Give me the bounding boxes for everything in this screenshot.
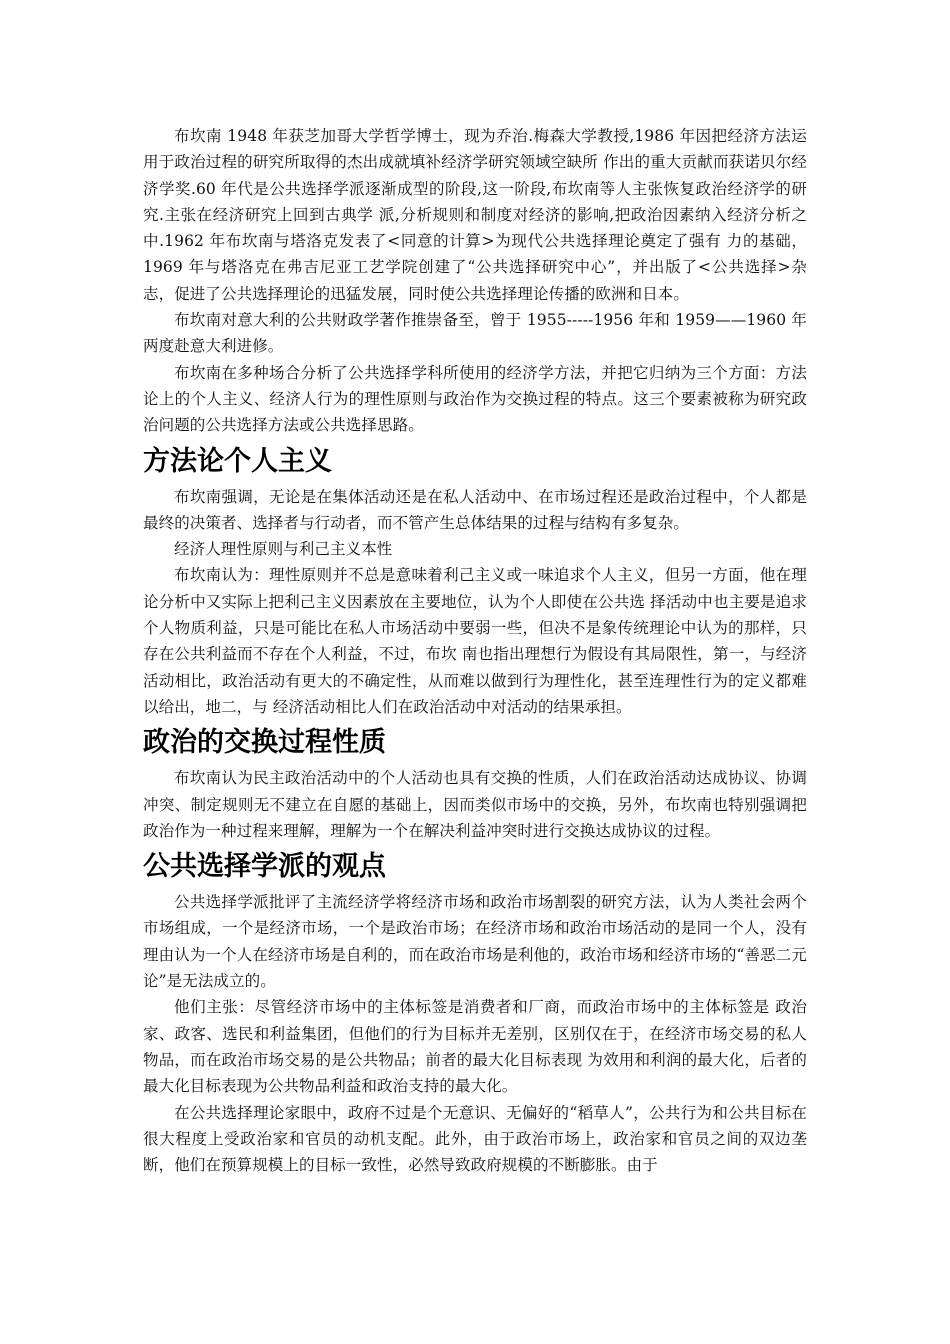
section3-paragraph-2: 他们主张：尽管经济市场中的主体标签是消费者和厂商，而政治市场中的主体标签是 政治家、政客、选民和利益集团，但他们的行为目标并无差别，区别仅在于，在经济市场交易的私人物品，而在政治市场交易的是公共物品；前者的最大化目标表现 为效用和利润的最大化，后者的最大化目标表现为公共物品利益和政治支持的最大化。 <box>143 998 807 1096</box>
section3-paragraph-3: 在公共选择理论家眼中，政府不过是个无意识、无偏好的“稻草人”，公共行为和公共目标在很大程度上受政治家和官员的动机支配。此外，由于政治市场上，政治家和官员之间的双边垄断，他们在预算规模上的目标一致性，必然导致政府规模的不断膨胀。由于 <box>143 1103 807 1175</box>
section-heading-political-exchange: 政治的交换过程性质 <box>143 727 386 759</box>
intro-paragraph-3: 布坎南在多种场合分析了公共选择学科所使用的经济学方法，并把它归纳为三个方面：方法论上的个人主义、经济人行为的理性原则与政治作为交换过程的特点。这三个要素被称为研究政治问题的公共选择方法或公共选择思路。 <box>143 363 807 435</box>
section2-paragraph-1: 布坎南认为民主政治活动中的个人活动也具有交换的性质，人们在政治活动达成协议、协调冲突、制定规则无不建立在自愿的基础上，因而类似市场中的交换，另外，布坎南也特别强调把政治作为一种过程来理解，理解为一个在解决利益冲突时进行交换达成协议的过程。 <box>143 769 807 840</box>
section1-paragraph-1: 布坎南强调，无论是在集体活动还是在私人活动中、在市场过程还是政治过程中，个人都是最终的决策者、选择者与行动者，而不管产生总体结果的过程与结构有多复杂。 <box>143 487 807 532</box>
intro-paragraph-1: 布坎南 1948 年获芝加哥大学哲学博士，现为乔治.梅森大学教授,1986 年因把经济方法运用于政治过程的研究所取得的杰出成就填补经济学研究领域空缺所 作出的重大贡献而获诺贝尔经济学奖.60 年代是公共选择学派逐渐成型的阶段,这一阶段,布坎南等人主张恢复政治经济学的研究.主张在经济研究上回到古典学 派,分析规则和制度对经济的影响,把政治因素纳入经济分析之中.1962 年布坎南与塔洛克发表了<同意的计算>为现代公共选择理论奠定了强有 力的基础，1969 年与塔洛克在弗吉尼亚工艺学院创建了“公共选择研究中心”，并出版了<公共选择>杂志，促进了公共选择理论的迅猛发展，同时使公共选择理论传播的欧洲和日本。 <box>143 127 807 303</box>
section1-subheading: 经济人理性原则与利己主义本性 <box>174 540 393 559</box>
section-heading-public-choice-views: 公共选择学派的观点 <box>143 851 386 883</box>
section-heading-methodological-individualism: 方法论个人主义 <box>143 445 332 477</box>
section3-paragraph-1: 公共选择学派批评了主流经济学将经济市场和政治市场割裂的研究方法，认为人类社会两个市场组成，一个是经济市场，一个是政治市场；在经济市场和政治市场活动的是同一个人，没有理由认为一个人在经济市场是自利的，而在政治市场是利他的，政治市场和经济市场的“善恶二元论”是无法成立的。 <box>143 893 807 991</box>
document-page <box>143 123 807 1178</box>
section1-paragraph-2: 布坎南认为：理性原则并不总是意味着利己主义或一味追求个人主义，但另一方面，他在理论分析中又实际上把利己主义因素放在主要地位，认为个人即使在公共选 择活动中也主要是追求个人物质利益，只是可能比在私人市场活动中要弱一些，但决不是象传统理论中认为的那样，只存在公共利益而不存在个人利益，不过，布坎 南也指出理想行为假设有其局限性，第一，与经济活动相比，政治活动有更大的不确定性，从而难以做到行为理性化，甚至连理性行为的定义都难以给出，地二，与 经济活动相比人们在政治活动中对活动的结果承担。 <box>143 566 807 716</box>
intro-paragraph-2: 布坎南对意大利的公共财政学著作推崇备至，曾于 1955-----1956 年和 1959——1960 年两度赴意大利进修。 <box>143 311 807 356</box>
